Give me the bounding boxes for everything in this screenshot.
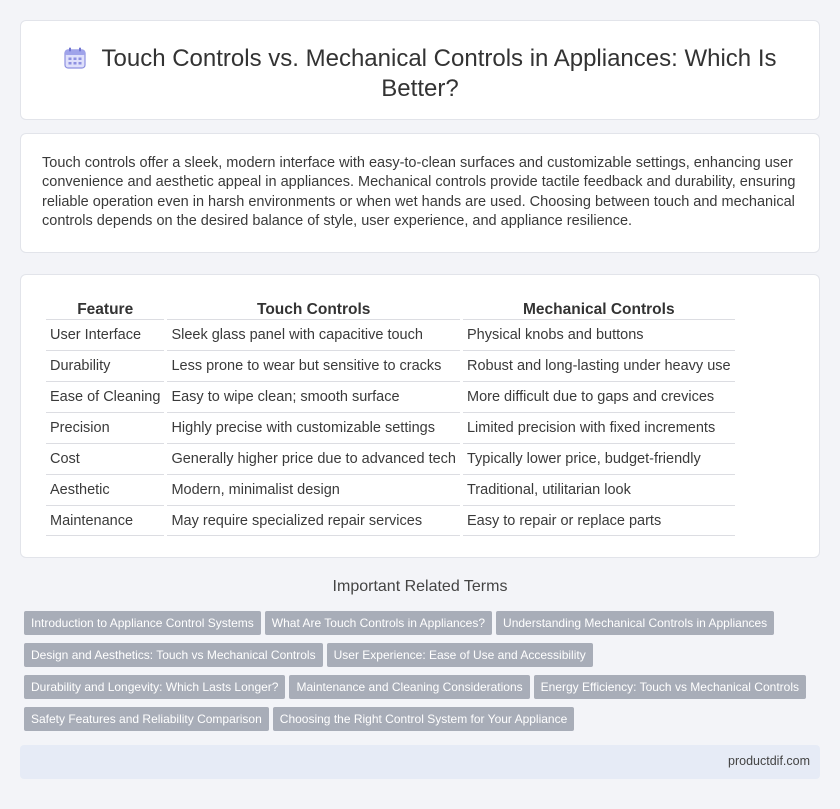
related-term-link[interactable]: Energy Efficiency: Touch vs Mechanical Controls	[534, 675, 806, 699]
header-feature: Feature	[77, 301, 134, 318]
cell-touch: Generally higher price due to advanced tech	[167, 443, 460, 474]
cell-mechanical: Robust and long-lasting under heavy use	[463, 350, 735, 381]
page-title	[61, 44, 779, 104]
calendar-icon	[64, 47, 86, 69]
footer-site-link[interactable]: productdif.com	[728, 754, 810, 768]
footer	[20, 745, 820, 779]
tag-row	[24, 611, 824, 643]
related-term-link[interactable]: Choosing the Right Control System for Your Appliance	[273, 707, 575, 731]
comparison-card	[20, 274, 820, 558]
cell-mechanical: Typically lower price, budget-friendly	[463, 443, 735, 474]
related-term-link[interactable]: Understanding Mechanical Controls in Appliances	[496, 611, 774, 635]
table-row	[46, 474, 735, 505]
cell-feature: Precision	[46, 412, 164, 443]
related-terms-list	[24, 611, 824, 739]
cell-feature: Cost	[46, 443, 164, 474]
table-row	[46, 443, 735, 474]
cell-feature: Maintenance	[46, 505, 164, 536]
table-header-row	[46, 295, 735, 319]
cell-mechanical: Limited precision with fixed increments	[463, 412, 735, 443]
header-mechanical-controls: Mechanical Controls	[522, 301, 675, 318]
cell-mechanical: More difficult due to gaps and crevices	[463, 381, 735, 412]
tag-row	[24, 643, 824, 675]
cell-touch: Modern, minimalist design	[167, 474, 460, 505]
intro-card	[20, 133, 820, 253]
cell-feature: User Interface	[46, 319, 164, 350]
table-row	[46, 505, 735, 536]
tag-row	[24, 707, 824, 739]
cell-mechanical: Easy to repair or replace parts	[463, 505, 735, 536]
comparison-table	[43, 295, 738, 536]
title-line-1: Touch Controls vs. Mechanical Controls in Appliances: Which Is	[101, 45, 777, 72]
related-term-link[interactable]: What Are Touch Controls in Appliances?	[265, 611, 492, 635]
tag-row	[24, 675, 824, 707]
cell-feature: Aesthetic	[46, 474, 164, 505]
related-term-link[interactable]: Introduction to Appliance Control Systems	[24, 611, 261, 635]
cell-touch: May require specialized repair services	[167, 505, 460, 536]
cell-touch: Easy to wipe clean; smooth surface	[167, 381, 460, 412]
table-row	[46, 319, 735, 350]
header-card	[20, 20, 820, 120]
cell-touch: Sleek glass panel with capacitive touch	[167, 319, 460, 350]
related-term-link[interactable]: Design and Aesthetics: Touch vs Mechanical Controls	[24, 643, 323, 667]
cell-feature: Ease of Cleaning	[46, 381, 164, 412]
title-line-2: Better?	[381, 75, 459, 102]
table-row	[46, 381, 735, 412]
table-row	[46, 412, 735, 443]
related-term-link[interactable]: Safety Features and Reliability Comparison	[24, 707, 269, 731]
related-terms-title: Important Related Terms	[332, 578, 508, 595]
intro-text: Touch controls offer a sleek, modern interface with easy-to-clean surfaces and customizable settings, enhancing user convenience and aesthetic appeal in appliances. Mechanical controls provide tactile feedback and durability, ensuring reliable operation even in harsh environments or when wet hands are used. Choosing between touch and mechanical controls depends on the desired balance of style, user experience, and appliance resilience.	[42, 155, 796, 230]
table-row	[46, 350, 735, 381]
related-term-link[interactable]: User Experience: Ease of Use and Accessibility	[327, 643, 593, 667]
cell-feature: Durability	[46, 350, 164, 381]
cell-touch: Less prone to wear but sensitive to cracks	[167, 350, 460, 381]
cell-mechanical: Traditional, utilitarian look	[463, 474, 735, 505]
cell-touch: Highly precise with customizable settings	[167, 412, 460, 443]
header-touch-controls: Touch Controls	[257, 301, 371, 318]
cell-mechanical: Physical knobs and buttons	[463, 319, 735, 350]
related-term-link[interactable]: Durability and Longevity: Which Lasts Longer?	[24, 675, 285, 699]
related-term-link[interactable]: Maintenance and Cleaning Considerations	[289, 675, 529, 699]
